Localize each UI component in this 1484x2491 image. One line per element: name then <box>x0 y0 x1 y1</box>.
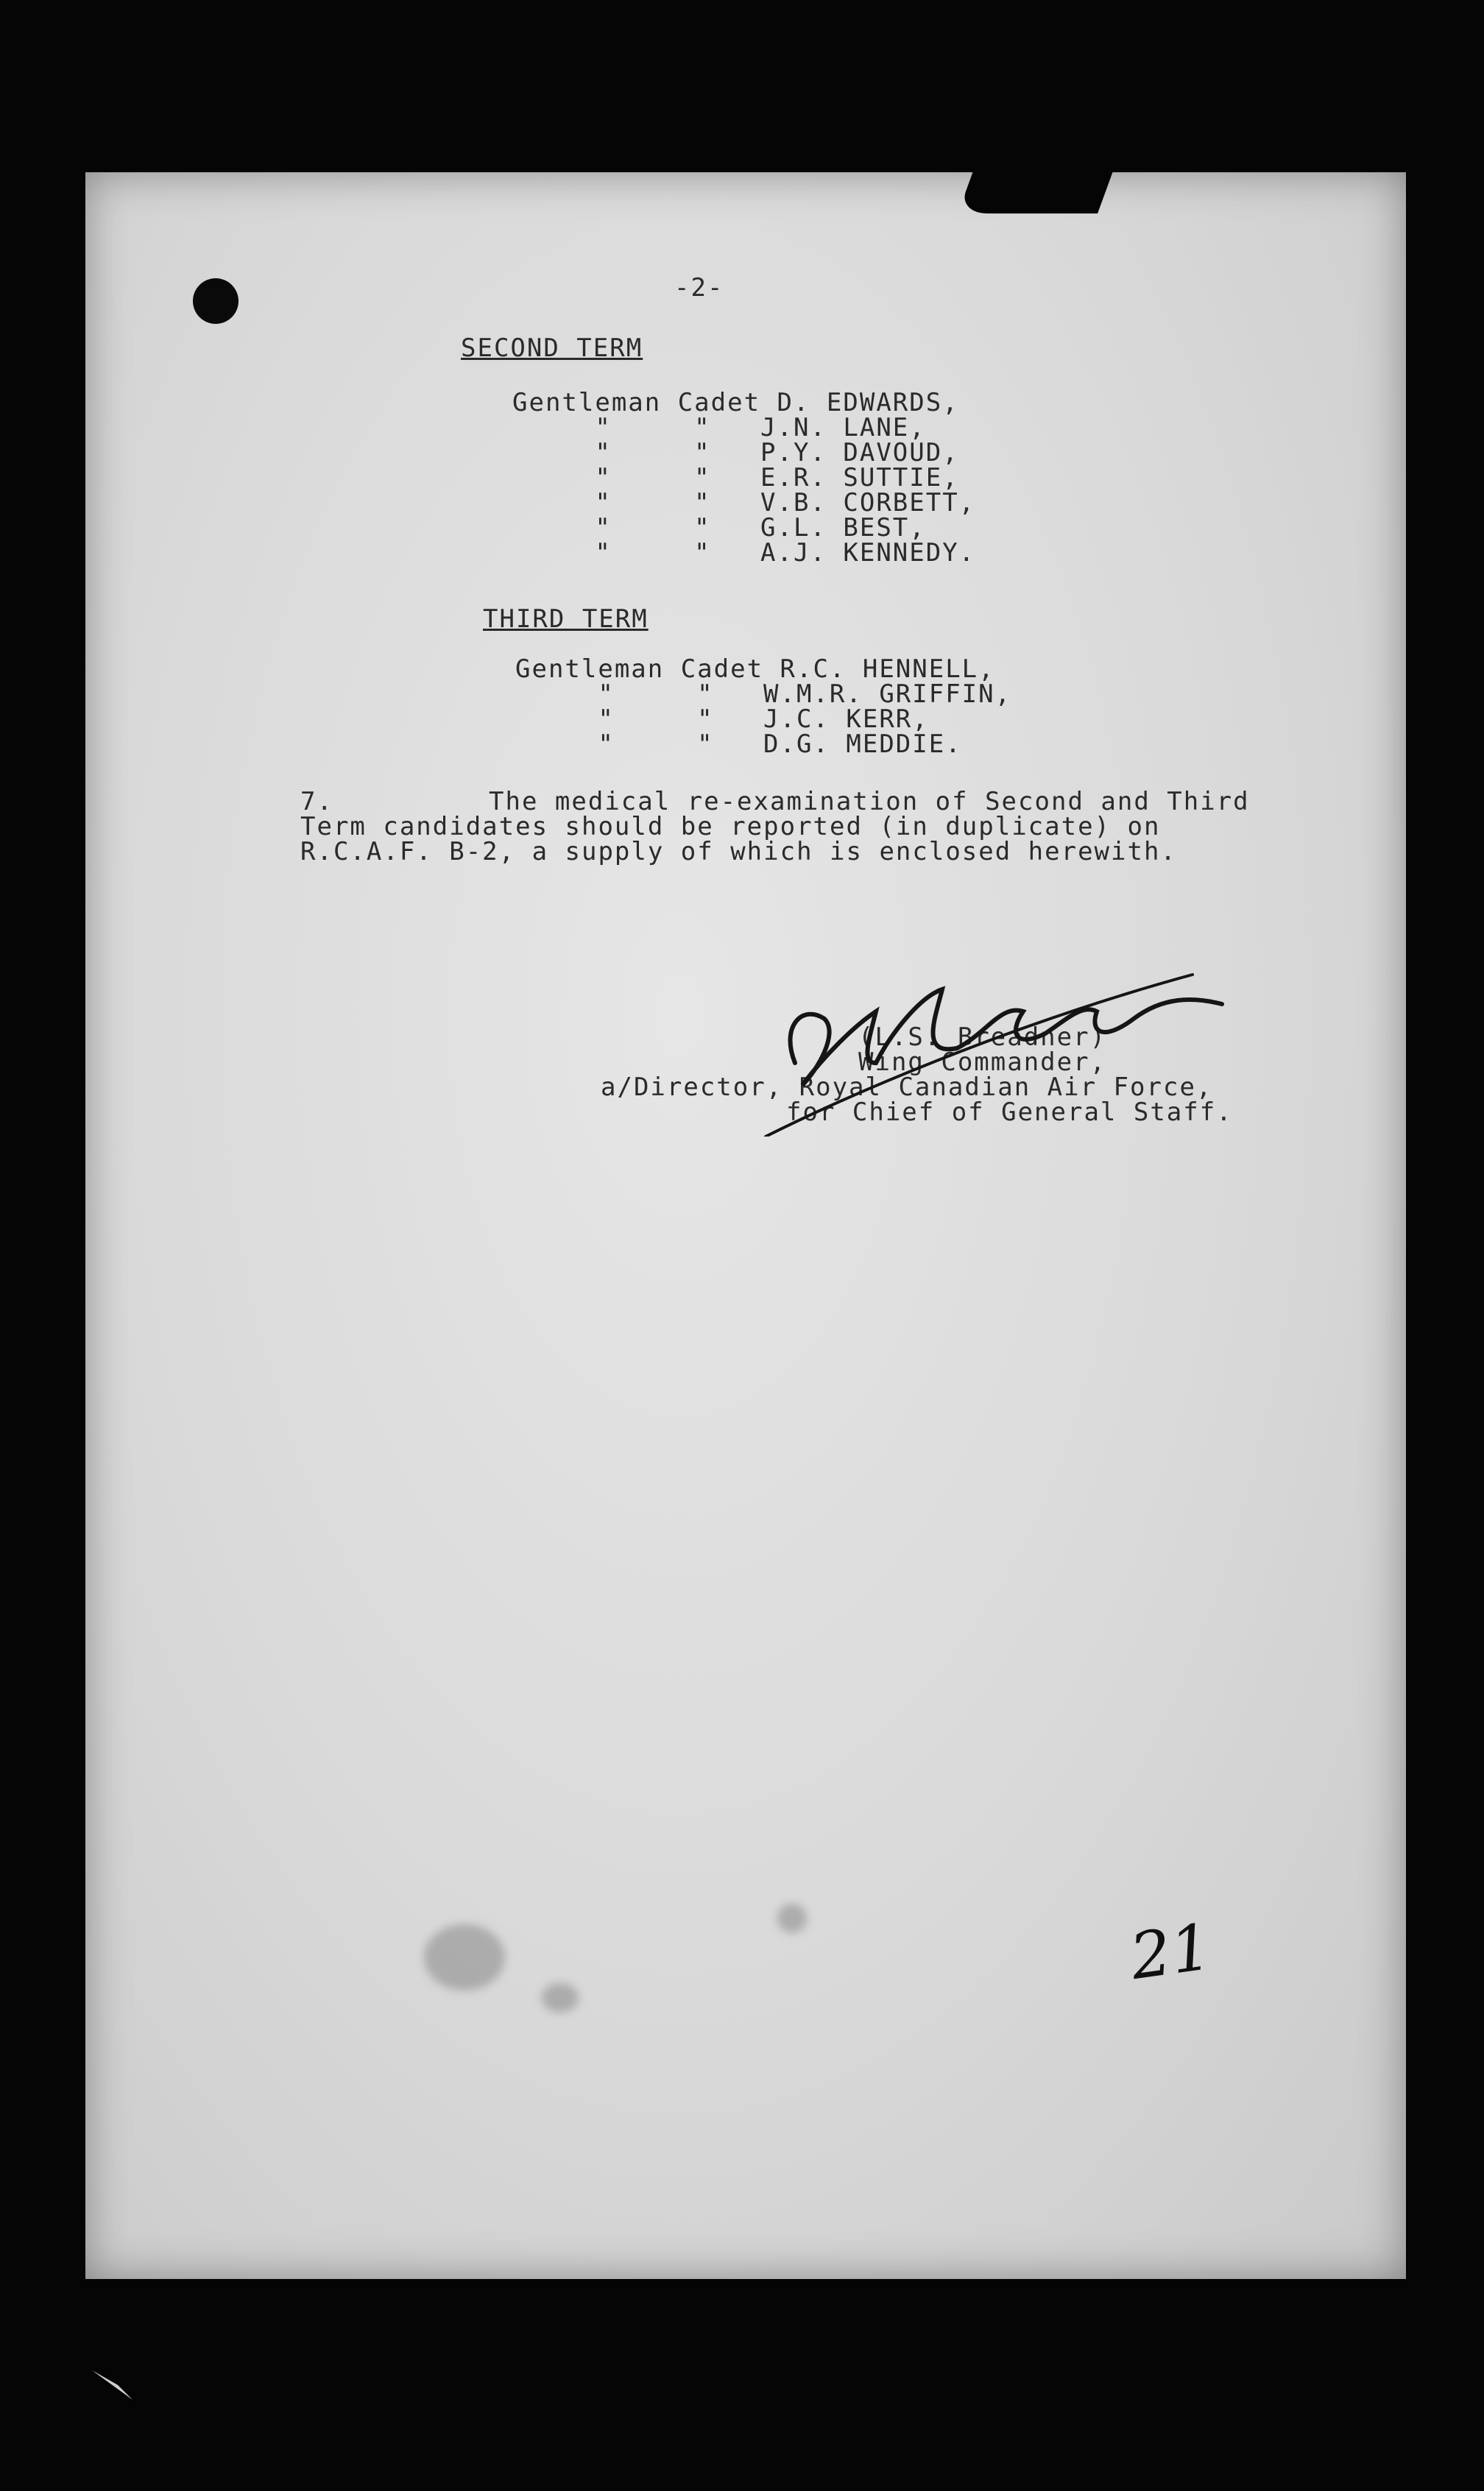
stain <box>424 1924 505 1990</box>
paragraph-line: Term candidates should be reported (in duplicate) on <box>300 812 1161 841</box>
cadet-line: " " P.Y. DAVOUD, <box>512 438 959 467</box>
signatory-for: for Chief of General Staff. <box>786 1098 1233 1127</box>
page-number: -2- <box>674 273 724 303</box>
paragraph-line: R.C.A.F. B-2, a supply of which is enclosed herewith. <box>300 837 1177 866</box>
cadet-line: " " A.J. KENNEDY. <box>512 538 976 568</box>
cadet-line: " " J.C. KERR, <box>515 704 929 734</box>
cadet-line: Gentleman Cadet D. EDWARDS, <box>512 388 959 417</box>
cadet-line: " " W.M.R. GRIFFIN, <box>515 679 1012 709</box>
paragraph-number: 7. <box>300 787 333 816</box>
cadet-line: " " J.N. LANE, <box>512 413 926 442</box>
cadet-line: " " V.B. CORBETT, <box>512 488 976 517</box>
punch-hole <box>193 278 239 324</box>
handwritten-signature <box>751 916 1244 1137</box>
signatory-name: (L.S. Breadner) <box>858 1022 1107 1052</box>
cadet-line: " " G.L. BEST, <box>512 513 926 543</box>
second-term-heading: SECOND TERM <box>461 333 643 363</box>
signatory-rank: Wing Commander, <box>858 1047 1107 1077</box>
stain <box>542 1983 579 2013</box>
stain <box>777 1904 807 1933</box>
paragraph-line: The medical re-examination of Second and Third <box>489 787 1250 816</box>
handwritten-page-number: 21 <box>1126 1909 1216 1995</box>
third-term-heading: THIRD TERM <box>483 604 649 634</box>
torn-corner <box>958 169 1114 213</box>
cadet-line: " " E.R. SUTTIE, <box>512 463 959 492</box>
cadet-line: " " D.G. MEDDIE. <box>515 729 962 759</box>
signatory-title: a/Director, Royal Canadian Air Force, <box>601 1073 1213 1102</box>
scan-artifact-icon <box>88 2363 147 2407</box>
cadet-line: Gentleman Cadet R.C. HENNELL, <box>515 654 995 684</box>
